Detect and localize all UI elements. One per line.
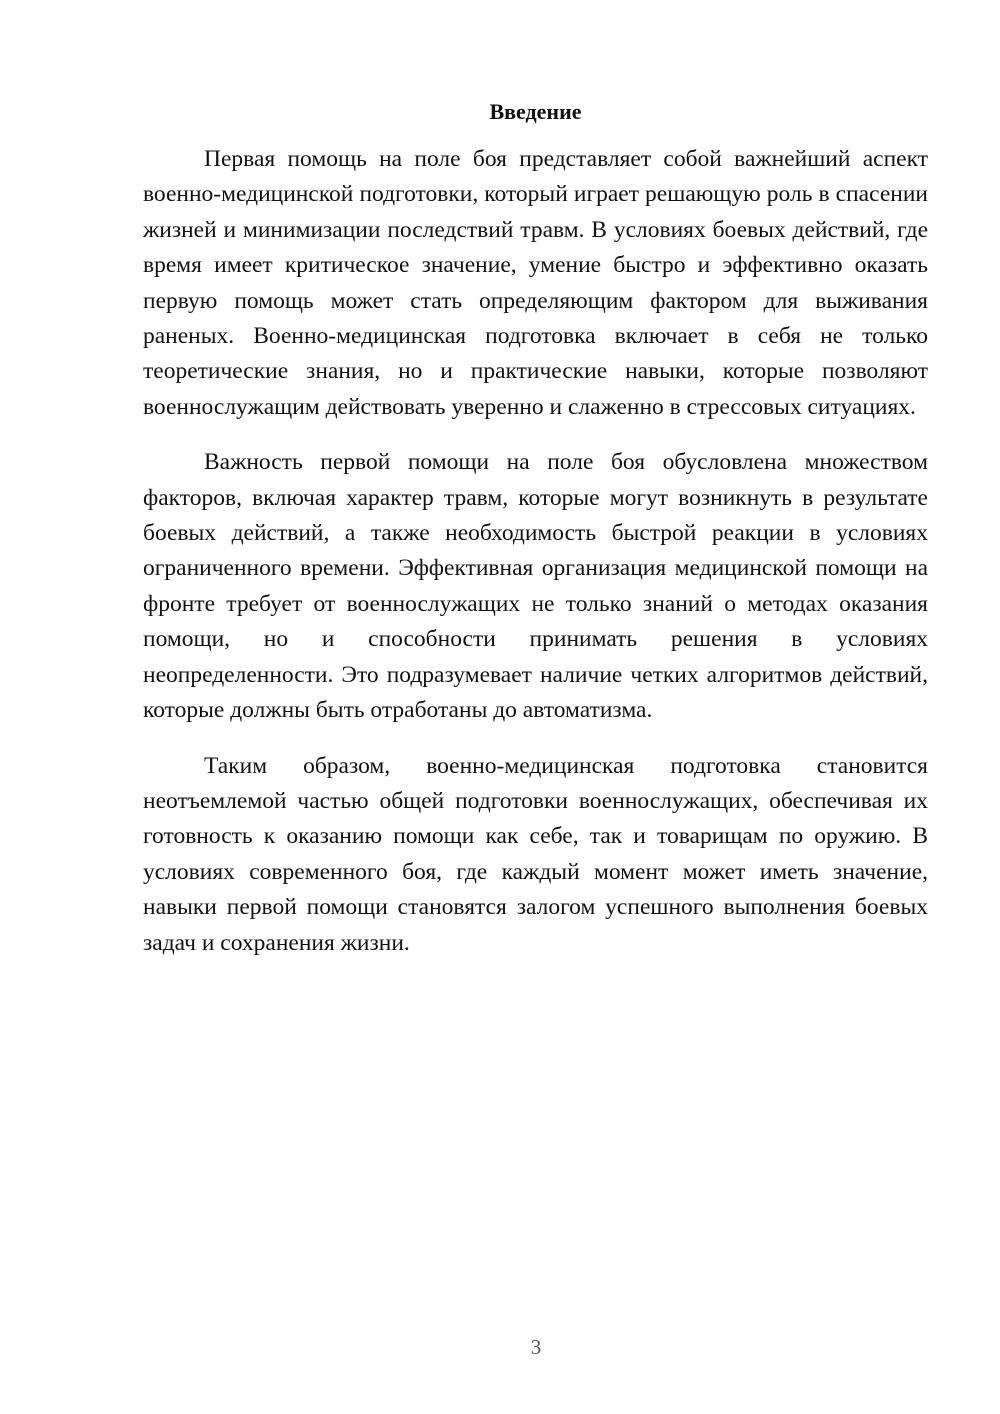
paragraph: Важность первой помощи на поле боя обусловлена множеством факторов, включая характер травм, которые могут возникнуть в результате боевых действий, а также необходимость быстрой реакции в условиях ограниченного времени. Эффективная организация медицинской помощи на фронте требует от военнослужащих не только знаний о методах оказания помощи, но и способности принимать решения в условиях неопределенности. Это подразумевает наличие четких алгоритмов действий, которые должны быть отработаны до автоматизма. <box>143 449 928 724</box>
body-text <box>143 142 928 981</box>
paragraph: Первая помощь на поле боя представляет собой важнейший аспект военно-медицинской подготовки, который играет решающую роль в спасении жизней и минимизации последствий травм. В условиях боевых действий, где время имеет критическое значение, умение быстро и эффективно оказать первую помощь может стать определяющим фактором для выживания раненых. Военно-медицинская подготовка включает в себя не только теоретические знания, но и практические навыки, которые позволяют военнослужащим действовать уверенно и слаженно в стрессовых ситуациях. <box>143 146 928 420</box>
paragraph: Таким образом, военно-медицинская подготовка становится неотъемлемой частью общей подготовки военнослужащих, обеспечивая их готовность к оказанию помощи как себе, так и товарищам по оружию. В условиях современного боя, где каждый момент может иметь значение, навыки первой помощи становятся залогом успешного выполнения боевых задач и сохранения жизни. <box>143 752 928 956</box>
page-number: 3 <box>530 1335 542 1359</box>
section-heading: Введение <box>489 99 582 124</box>
